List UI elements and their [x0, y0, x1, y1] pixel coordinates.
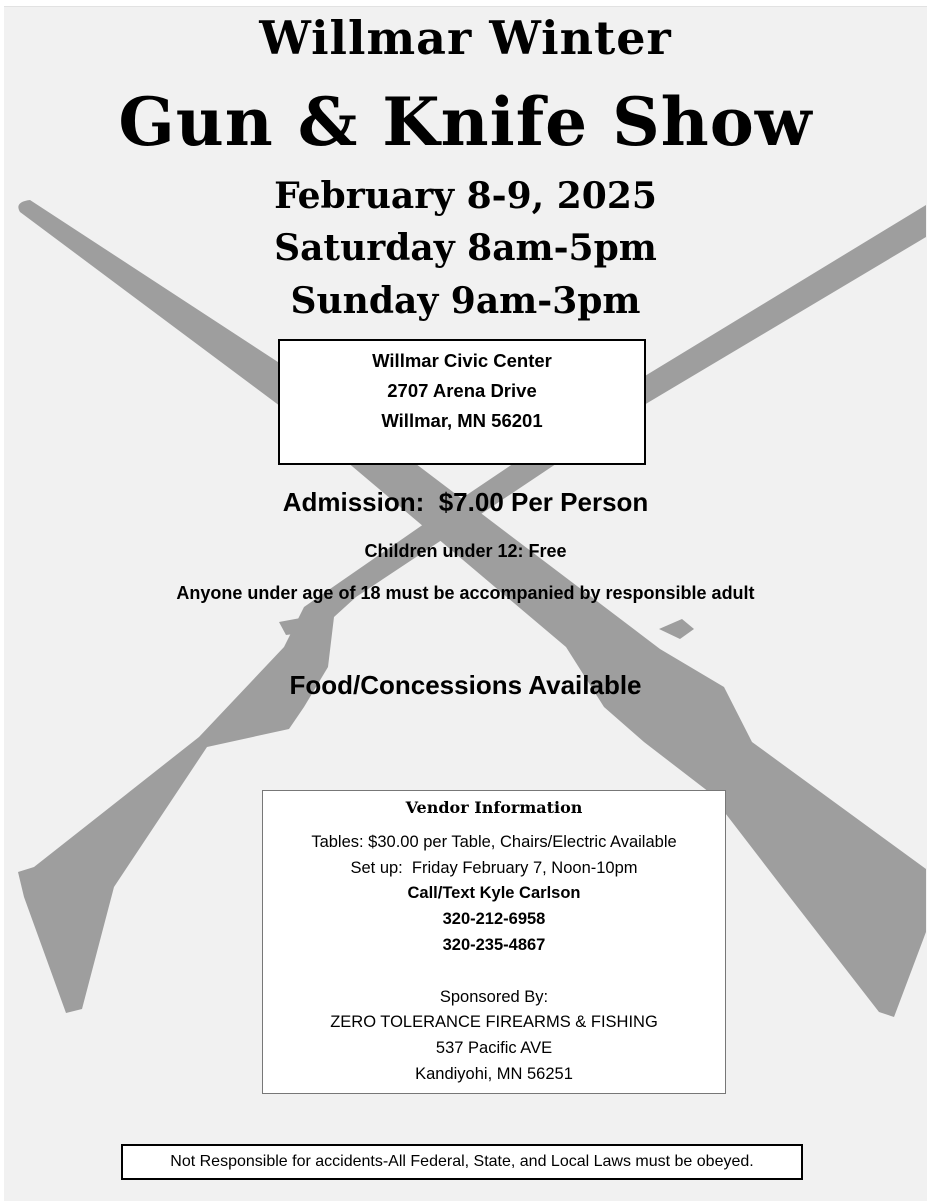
- vendor-spacer: [263, 959, 725, 985]
- flyer-page: [4, 6, 927, 1201]
- sunday-hours: Sunday 9am-3pm: [290, 280, 641, 322]
- admission-price: Admission: $7.00 Per Person: [282, 487, 649, 517]
- vendor-title: Vendor Information: [405, 798, 583, 817]
- title-line-2: Gun & Knife Show: [118, 83, 813, 161]
- venue-city: Willmar, MN 56201: [381, 410, 543, 431]
- vendor-phone-1: 320-212-6958: [442, 910, 546, 929]
- disclaimer-box: Not Responsible for accidents-All Federal, State, and Local Laws must be obeyed.: [121, 1144, 803, 1180]
- saturday-hours: Saturday 8am-5pm: [274, 227, 657, 269]
- vendor-contact: Call/Text Kyle Carlson: [407, 884, 581, 903]
- vendor-setup: Set up: Friday February 7, Noon-10pm: [350, 858, 638, 877]
- title-line-1: Willmar Winter: [259, 11, 672, 65]
- sponsor-street: 537 Pacific AVE: [435, 1039, 553, 1058]
- vendor-tables: Tables: $30.00 per Table, Chairs/Electric Available: [311, 832, 677, 851]
- date-range: February 8-9, 2025: [274, 175, 657, 217]
- sponsor-name: ZERO TOLERANCE FIREARMS & FISHING: [330, 1013, 658, 1032]
- vendor-info-box: [262, 790, 726, 1094]
- vendor-phone-2: 320-235-4867: [442, 935, 546, 954]
- sponsor-city: Kandiyohi, MN 56251: [415, 1064, 573, 1083]
- venue-name: Willmar Civic Center: [372, 350, 552, 371]
- children-admission: Children under 12: Free: [364, 541, 567, 561]
- venue-street: 2707 Arena Drive: [387, 380, 537, 401]
- food-concessions: Food/Concessions Available: [289, 670, 642, 700]
- venue-box: [278, 339, 646, 465]
- minors-notice: Anyone under age of 18 must be accompanied by responsible adult: [176, 583, 755, 603]
- sponsored-label: Sponsored By:: [439, 987, 549, 1006]
